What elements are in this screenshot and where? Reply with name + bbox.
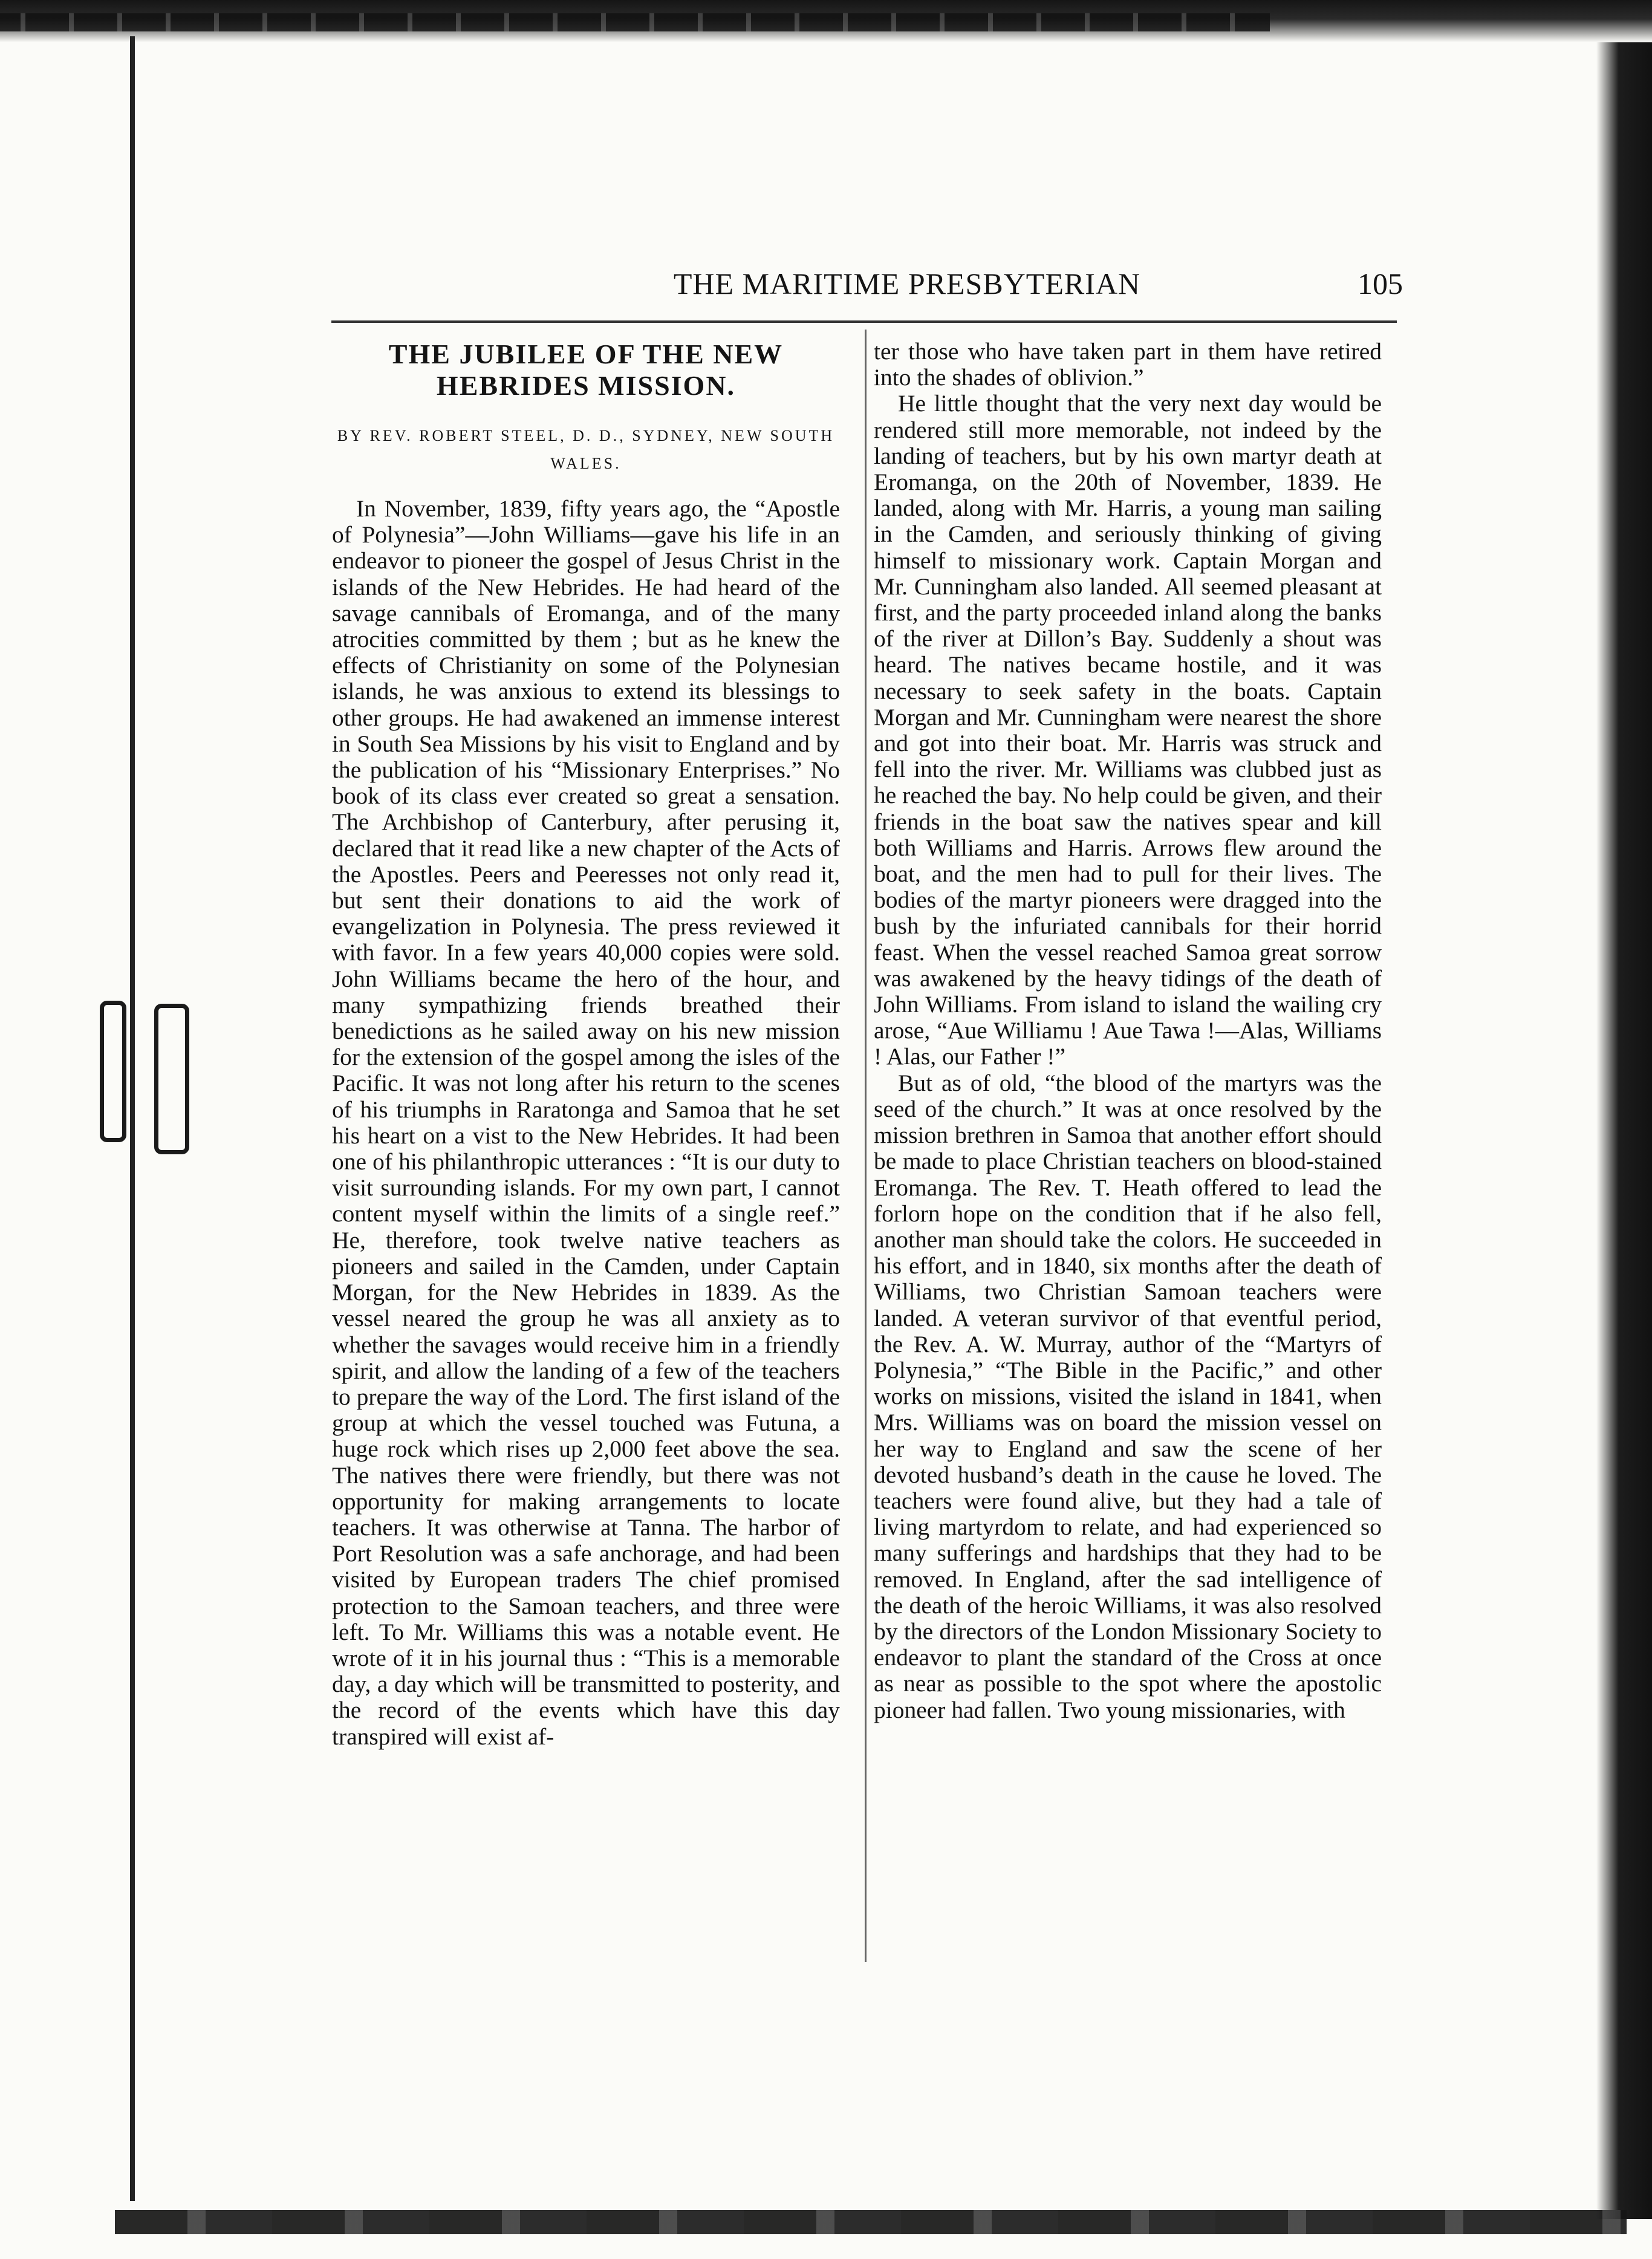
scan-left-border-line bbox=[130, 36, 135, 2201]
article-byline: BY REV. ROBERT STEEL, D. D., SYDNEY, NEW SOUTH WALES. bbox=[337, 427, 835, 472]
header-rule bbox=[331, 320, 1397, 323]
left-column bbox=[332, 339, 840, 1971]
body-paragraph: He little thought that the very next day would be rendered still more memorable, not indeed by the landing of teachers, but by his own martyr death at Eromanga, on the 20th of November, 1839. He landed, along with Mr. Harris, a young man sailing in the Camden, and seriously thinking of giving himself to missionary work. Captain Morgan and Mr. Cunningham also landed. All seemed pleasant at first, and the party proceeded inland along the banks of the river at Dillon’s Bay. Suddenly a shout was heard. The natives became hostile, and it was necessary to seek safety in the boats. Captain Morgan and Mr. Cunningham were nearest the shore and got into their boat. Mr. Harris was struck and fell into the river. Mr. Williams was clubbed just as he reached the bay. No help could be given, and their friends in the boat saw the natives spear and kill both Williams and Harris. Arrows flew around the boat, and the men had to pull for their lives. The bodies of the martyr pioneers were dragged into the bush by the infuriated cannibals for their horrid feast. When the vessel reached Samoa great sorrow was awakened by the heavy tidings of the death of John Williams. From island to island the wailing cry arose, “Aue Williamu ! Aue Tawa !—Alas, Williams ! Alas, our Father !” bbox=[874, 390, 1382, 1070]
body-paragraph: ter those who have taken part in them have retired into the shades of oblivion.” bbox=[874, 339, 1382, 391]
scan-top-streak bbox=[0, 13, 1270, 31]
scan-bottom-edge bbox=[115, 2210, 1627, 2234]
journal-title: THE MARITIME PRESBYTERIAN bbox=[673, 267, 1141, 301]
body-paragraph: But as of old, “the blood of the martyrs was the seed of the church.” It was at once resolved by the mission brethren in Samoa that another effort should be made to place Christian teachers on blood-stained Eromanga. The Rev. T. Heath offered to lead the forlorn hope on the condition that if he also fell, another man should take the colors. He succeeded in his effort, and in 1840, six months after the death of Williams, two Christian Samoan teachers were landed. A veteran survivor of that eventful period, the Rev. A. W. Murray, author of the “Martyrs of Polynesia,” “The Bible in the Pacific,” and other works on missions, visited the island in 1841, when Mrs. Williams was on board the mission vessel on her way to England and saw the scene of her devoted husband’s death in the cause he loved. The teachers were found alive, but they had a tale of living martyrdom to relate, and had experienced so many sufferings and hardships that they had to be removed. In England, after the sad intelligence of the death of the heroic Williams, it was also resolved by the directors of the London Missionary Society to endeavor to plant the standard of the Cross at once as near as possible to the spot where the apostolic pioneer had fallen. Two young missionaries, with bbox=[874, 1069, 1382, 1723]
binding-clip-left bbox=[100, 1001, 126, 1142]
scan-right-edge bbox=[1596, 42, 1652, 2219]
running-head bbox=[314, 266, 1403, 314]
right-column bbox=[874, 339, 1382, 1971]
article-title: THE JUBILEE OF THE NEW HEBRIDES MISSION. bbox=[388, 339, 784, 401]
page-number: 105 bbox=[1358, 267, 1403, 301]
body-paragraph: In November, 1839, fifty years ago, the “Apostle of Polynesia”—John Williams—gave his life in an endeavor to pioneer the gospel of Jesus Christ in the islands of the New Hebrides. He had heard of the savage cannibals of Eromanga, and of the many atrocities committed by them ; but as he knew the effects of Christianity on some of the Polynesian islands, he was anxious to extend its blessings to other groups. He had awakened an immense interest in South Sea Missions by his visit to England and by the publication of his “Missionary Enterprises.” No book of its class ever created so great a sensation. The Archbishop of Canterbury, after perusing it, declared that it read like a new chapter of the Acts of the Apostles. Peers and Peeresses not only read it, but sent their donations to aid the work of evangelization in Polynesia. The press reviewed it with favor. In a few years 40,000 copies were sold. John Williams became the hero of the hour, and many sympathizing friends breathed their benedictions as he sailed away on his new mission for the extension of the gospel among the isles of the Pacific. It was not long after his return to the scenes of his triumphs in Raratonga and Samoa that he set his heart on a vist to the New Hebrides. It had been one of his philanthropic utterances : “It is our duty to visit surrounding islands. For my own part, I cannot content myself within the limits of a single reef.” He, therefore, took twelve native teachers as pioneers and sailed in the Camden, under Captain Morgan, for the New Hebrides in 1839. As the vessel neared the group he was all anxiety as to whether the savages would receive him in a friendly spirit, and allow the landing of a few of the teachers to prepare the way of the Lord. The first island of the group at which the vessel touched was Futuna, a huge rock which rises up 2,000 feet above the sea. The natives there were friendly, but there was not opportunity for making arrangements to locate teachers. It was otherwise at Tanna. The harbor of Port Resolution was a safe anchorage, and had been visited by European traders The chief promised protection to the Samoan teachers, and three were left. To Mr. Williams this was a notable event. He wrote of it in his journal thus : “This is a memorable day, a day which will be transmitted to posterity, and the record of the events which have this day transpired will exist af- bbox=[332, 495, 840, 1750]
column-divider bbox=[865, 330, 867, 1962]
binding-clip-right bbox=[154, 1004, 189, 1154]
